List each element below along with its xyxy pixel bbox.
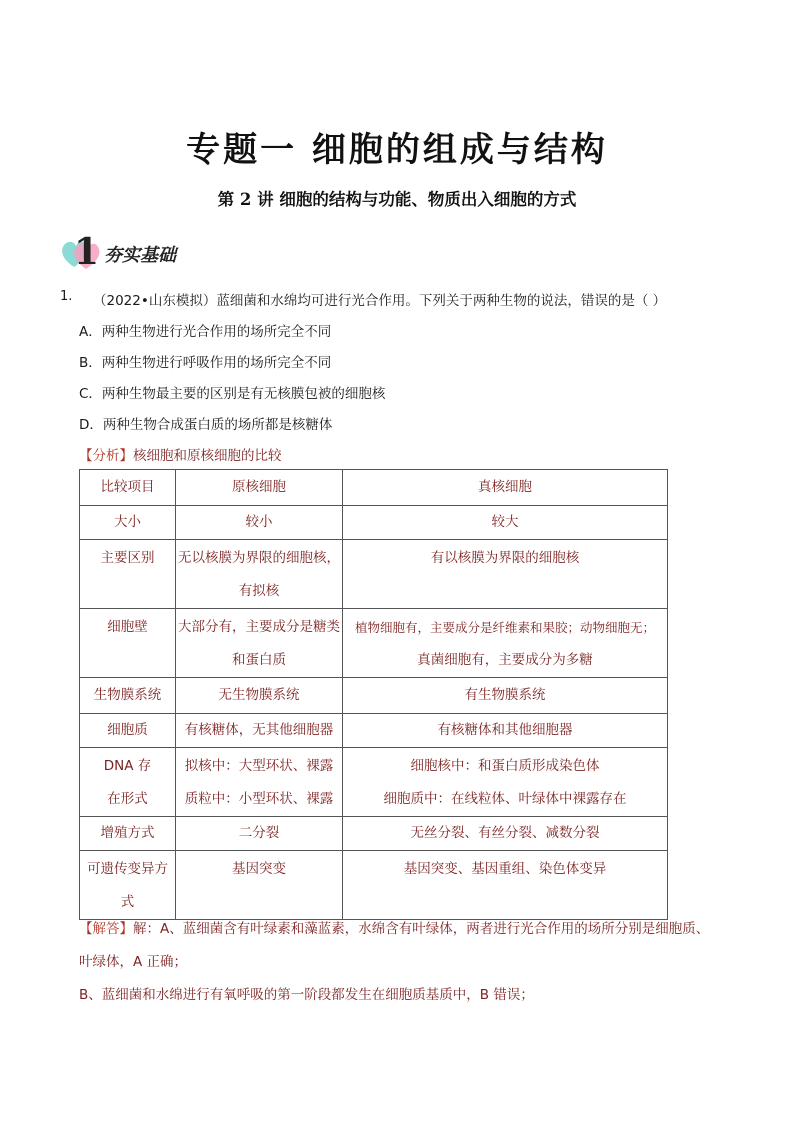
cell-line: 拟核中：大型环状、裸露 bbox=[184, 758, 334, 774]
answer-text: 解：A、蓝细菌含有叶绿素和藻蓝素，水绵含有叶绿体，两者进行光合作用的场所分别是细胞质、 bbox=[133, 921, 710, 937]
answer-tag: 【解答】 bbox=[79, 921, 133, 937]
cell-line: 有拟核 bbox=[238, 583, 280, 599]
answer-line-3: B、蓝细菌和水绵进行有氧呼吸的第一阶段都发生在细胞质基质中，B 错误； bbox=[79, 987, 534, 1003]
table-cell: 生物膜系统 bbox=[80, 678, 176, 714]
table-cell: 有核糖体和其他细胞器 bbox=[343, 714, 668, 748]
table-cell bbox=[176, 609, 343, 678]
cell-line: 和蛋白质 bbox=[232, 652, 286, 668]
table-cell: 二分裂 bbox=[176, 817, 343, 851]
table-cell: 有生物膜系统 bbox=[343, 678, 668, 714]
analysis-line bbox=[79, 444, 282, 464]
question-number: 1. bbox=[60, 289, 73, 304]
table-row bbox=[80, 817, 668, 851]
cell-line: 无以核膜为界限的细胞核， bbox=[178, 550, 340, 566]
table-cell bbox=[343, 748, 668, 817]
option-b: B．两种生物进行呼吸作用的场所完全不同 bbox=[79, 355, 332, 371]
table-row bbox=[80, 714, 668, 748]
cell-line: 大部分有，主要成分是糖类 bbox=[178, 619, 340, 635]
answer-line-1 bbox=[79, 917, 709, 937]
cell-line: 植物细胞有，主要成分是纤维素和果胶；动物细胞无； bbox=[354, 620, 655, 635]
section-label: 夯实基础 bbox=[104, 245, 176, 266]
table-cell: 无丝分裂、有丝分裂、减数分裂 bbox=[343, 817, 668, 851]
cell-line: 细胞核中：和蛋白质形成染色体 bbox=[410, 758, 600, 774]
cell-line: 质粒中：小型环状、裸露 bbox=[184, 791, 334, 807]
document-title: 专题一 细胞的组成与结构 bbox=[186, 130, 608, 170]
table-row bbox=[80, 609, 668, 678]
table-cell: 细胞壁 bbox=[80, 609, 176, 678]
table-cell: 细胞质 bbox=[80, 714, 176, 748]
table-row bbox=[80, 540, 668, 609]
option-a: A．两种生物进行光合作用的场所完全不同 bbox=[79, 324, 332, 340]
table-header-row bbox=[80, 470, 668, 506]
table-row bbox=[80, 678, 668, 714]
option-c: C．两种生物最主要的区别是有无核膜包被的细胞核 bbox=[79, 386, 386, 402]
table-cell bbox=[80, 851, 176, 920]
table-header: 原核细胞 bbox=[176, 470, 343, 506]
table-cell: 有核糖体，无其他细胞器 bbox=[176, 714, 343, 748]
table-cell: 大小 bbox=[80, 506, 176, 540]
table-row bbox=[80, 506, 668, 540]
analysis-text: 核细胞和原核细胞的比较 bbox=[133, 448, 282, 464]
cell-line: 可遗传变异方 bbox=[87, 861, 168, 877]
section-badge bbox=[60, 233, 200, 273]
table-cell: 基因突变、基因重组、染色体变异 bbox=[343, 851, 668, 920]
table-cell: 无生物膜系统 bbox=[176, 678, 343, 714]
lesson-subtitle: 第 2 讲 细胞的结构与功能、物质出入细胞的方式 bbox=[217, 190, 577, 209]
cell-line: 式 bbox=[120, 894, 135, 910]
table-cell: 有以核膜为界限的细胞核 bbox=[343, 540, 668, 609]
table-cell: 基因突变 bbox=[176, 851, 343, 920]
table-row bbox=[80, 851, 668, 920]
cell-line: 真菌细胞有，主要成分为多糖 bbox=[417, 652, 593, 668]
analysis-tag: 【分析】 bbox=[79, 448, 133, 464]
option-d: D．两种生物合成蛋白质的场所都是核糖体 bbox=[79, 417, 333, 433]
table-cell bbox=[176, 748, 343, 817]
answer-line-2: 叶绿体，A 正确； bbox=[79, 954, 188, 970]
table-cell bbox=[176, 540, 343, 609]
table-header: 比较项目 bbox=[80, 470, 176, 506]
table-cell bbox=[80, 748, 176, 817]
cell-line: 细胞质中：在线粒体、叶绿体中裸露存在 bbox=[383, 791, 627, 807]
table-cell: 增殖方式 bbox=[80, 817, 176, 851]
table-cell: 主要区别 bbox=[80, 540, 176, 609]
cell-line: 在形式 bbox=[107, 791, 148, 807]
comparison-table bbox=[79, 469, 668, 920]
table-row bbox=[80, 748, 668, 817]
table-header: 真核细胞 bbox=[343, 470, 668, 506]
table-cell bbox=[343, 609, 668, 678]
table-cell: 较小 bbox=[176, 506, 343, 540]
cell-line: DNA 存 bbox=[103, 758, 152, 774]
table-cell: 较大 bbox=[343, 506, 668, 540]
section-number: 1 bbox=[74, 231, 100, 273]
question-stem: （2022•山东模拟）蓝细菌和水绵均可进行光合作用。下列关于两种生物的说法，错误的是（ ） bbox=[93, 293, 667, 309]
